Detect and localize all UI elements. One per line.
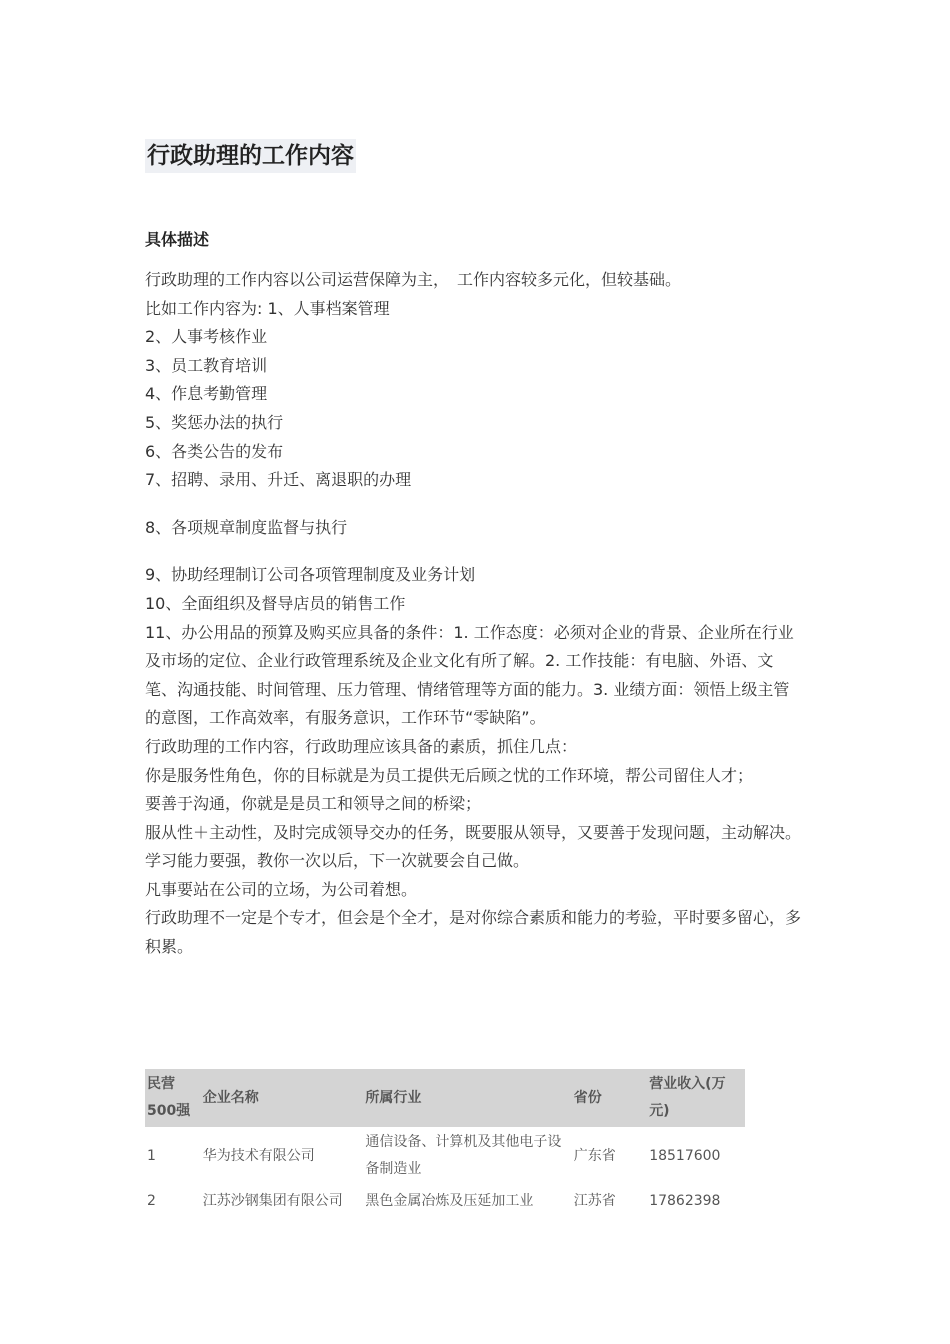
column-header-industry: 所属行业: [363, 1069, 571, 1127]
paragraph: 11、办公用品的预算及购买应具备的条件：1. 工作态度：必须对企业的背景、企业所在行业及市场的定位、企业行政管理系统及企业文化有所了解。2. 工作技能：有电脑、外语、文笔、沟通技能、时间管理、压力管理、情绪管理等方面的能力。3. 业绩方面：领悟上级主管的意图，工作高效率，有服务意识，工作环节“零缺陷”。: [145, 622, 794, 728]
cell-revenue: 18517600: [649, 1147, 721, 1164]
cell-company: 华为技术有限公司: [202, 1147, 315, 1164]
paragraph: 9、协助经理制订公司各项管理制度及业务计划: [145, 565, 476, 585]
column-header-rank: 民营500强: [145, 1069, 201, 1127]
cell-revenue: 17862398: [649, 1192, 721, 1209]
cell-rank: 1: [147, 1147, 156, 1164]
paragraph: 行政助理的工作内容，行政助理应该具备的素质，抓住几点：: [145, 736, 578, 756]
paragraph: 学习能力要强，教你一次以后，下一次就要会自己做。: [145, 851, 530, 871]
paragraph: 行政助理的工作内容以公司运营保障为主， 工作内容较多元化，但较基础。: [145, 270, 682, 289]
paragraph: 7、招聘、录用、升迁、离退职的办理: [145, 470, 412, 490]
paragraph: 6、各类公告的发布: [145, 441, 284, 461]
column-header-company: 企业名称: [201, 1069, 364, 1127]
paragraph: 凡事要站在公司的立场，为公司着想。: [145, 879, 418, 899]
column-header-revenue: 营业收入(万元): [647, 1069, 745, 1127]
cell-company: 江苏沙钢集团有限公司: [202, 1192, 343, 1209]
paragraph: 3、员工教育培训: [145, 355, 268, 375]
paragraph: 要善于沟通，你就是是员工和领导之间的桥梁；: [145, 794, 482, 814]
paragraph: 10、全面组织及督导店员的销售工作: [145, 593, 406, 613]
paragraph: 2、人事考核作业: [145, 327, 268, 347]
document-body: [145, 266, 805, 962]
table-row: [145, 1127, 745, 1185]
table-header-row: [145, 1069, 745, 1127]
paragraph: 8、各项规章制度监督与执行: [145, 517, 348, 537]
table-row: [145, 1185, 745, 1217]
cell-industry: 通信设备、计算机及其他电子设备制造业: [365, 1134, 562, 1177]
section-heading: 具体描述: [145, 230, 210, 249]
paragraph: 行政助理不一定是个专才，但会是个全才，是对你综合素质和能力的考验，平时要多留心，多积累。: [145, 908, 802, 957]
enterprise-ranking-table: [145, 1069, 745, 1217]
cell-industry: 黑色金属冶炼及压延加工业: [365, 1192, 534, 1209]
column-header-province: 省份: [572, 1069, 647, 1127]
paragraph: 服从性＋主动性，及时完成领导交办的任务，既要服从领导，又要善于发现问题，主动解决。: [145, 822, 802, 842]
paragraph: 5、奖惩办法的执行: [145, 412, 284, 432]
paragraph: 4、作息考勤管理: [145, 384, 268, 404]
paragraph: 比如工作内容为: 1、人事档案管理: [145, 298, 390, 318]
paragraph: 你是服务性角色，你的目标就是为员工提供无后顾之忧的工作环境，帮公司留住人才；: [145, 765, 754, 785]
document-title: 行政助理的工作内容: [145, 139, 356, 173]
cell-province: 广东省: [573, 1147, 616, 1164]
cell-province: 江苏省: [573, 1192, 616, 1209]
cell-rank: 2: [147, 1192, 156, 1209]
